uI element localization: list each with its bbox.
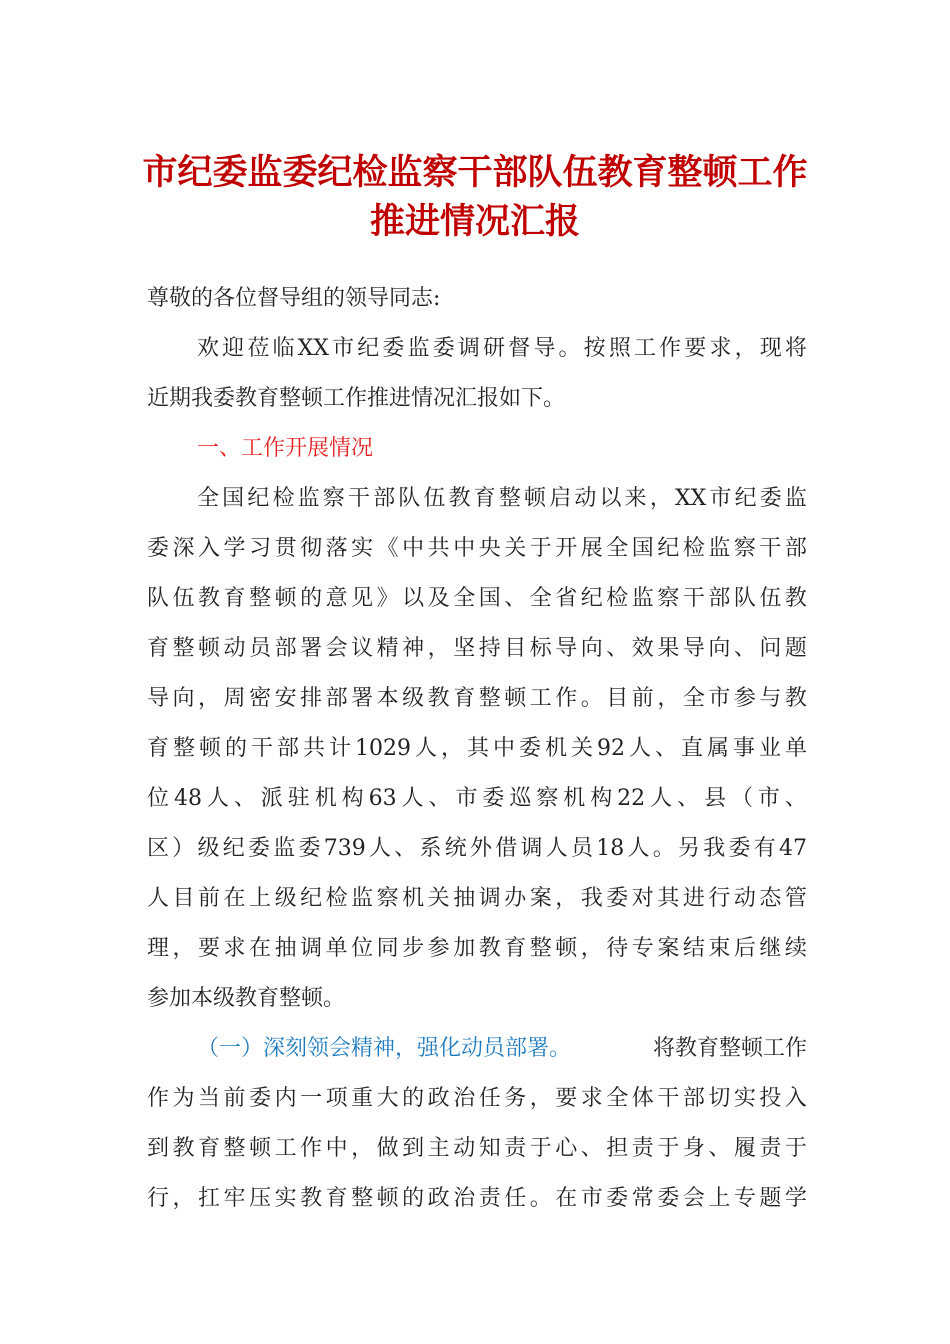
subsection-heading: （一）深刻领会精神，强化动员部署。 bbox=[197, 1036, 572, 1061]
document-title-line-1: 市纪委监委纪检监察干部队伍教育整顿工作 bbox=[142, 152, 808, 193]
paragraph-line: 导 向 ， 周 密 安 排 部 署 本 级 教 育 整 顿 工 作 。 目 前 ， 全 市 参 与 教 bbox=[147, 686, 807, 711]
paragraph-line: 队 伍 教 育 整 顿 的 意 见 》 以 及 全 国 、 全 省 纪 检 监 察 干 部 队 伍 教 bbox=[147, 586, 807, 611]
paragraph-line: 作 为 当 前 委 内 一 项 重 大 的 政 治 任 务 ， 要 求 全 体 干 部 切 实 投 入 bbox=[147, 1086, 807, 1111]
paragraph-line: 人 目 前 在 上 级 纪 检 监 察 机 关 抽 调 办 案 ， 我 委 对 其 进 行 动 态 管 bbox=[147, 886, 807, 911]
section-heading: 一、工作开展情况 bbox=[197, 436, 374, 461]
salutation: 尊敬的各位督导组的领导同志: bbox=[147, 286, 441, 311]
document-title-line-2: 推进情况汇报 bbox=[369, 201, 580, 242]
paragraph-line: 育 整 顿 动 员 部 署 会 议 精 神 ， 坚 持 目 标 导 向 、 效 果 导 向 、 问 题 bbox=[147, 636, 807, 661]
paragraph-line: 理 ， 要 求 在 抽 调 单 位 同 步 参 加 教 育 整 顿 ， 待 专 案 结 束 后 继 续 bbox=[147, 936, 807, 961]
subsection-line bbox=[197, 1034, 807, 1064]
paragraph-line: 到 教 育 整 顿 工 作 中 ， 做 到 主 动 知 责 于 心 、 担 责 于 身 、 履 责 于 bbox=[147, 1136, 807, 1161]
paragraph-line: 委 深 入 学 习 贯 彻 落 实 《 中 共 中 央 关 于 开 展 全 国 纪 检 监 察 干 部 bbox=[147, 536, 807, 561]
intro-line: 近期我委教育整顿工作推进情况汇报如下。 bbox=[147, 386, 566, 411]
paragraph-line: 位 48 人 、 派 驻 机 构 63 人 、 市 委 巡 察 机 构 22 人 、 县 （ 市 、 bbox=[147, 786, 807, 811]
intro-line: 欢 迎 莅 临 XX 市 纪 委 监 委 调 研 督 导 。 按 照 工 作 要 求 ， 现 将 bbox=[197, 336, 807, 361]
paragraph-line: 全 国 纪 检 监 察 干 部 队 伍 教 育 整 顿 启 动 以 来 ， XX 市 纪 委 监 bbox=[197, 486, 807, 511]
subsection-text-start: 将教育整顿工作 bbox=[652, 1036, 807, 1061]
paragraph-line: 育 整 顿 的 干 部 共 计 1029 人 ， 其 中 委 机 关 92 人 、 直 属 事 业 单 bbox=[147, 736, 807, 761]
paragraph-line: 区 ） 级 纪 委 监 委 739 人 、 系 统 外 借 调 人 员 18 人 。 另 我 委 有 47 bbox=[147, 836, 807, 861]
paragraph-line: 行 ， 扛 牢 压 实 教 育 整 顿 的 政 治 责 任 。 在 市 委 常 委 会 上 专 题 学 bbox=[147, 1186, 807, 1211]
paragraph-line: 参加本级教育整顿。 bbox=[147, 986, 346, 1011]
